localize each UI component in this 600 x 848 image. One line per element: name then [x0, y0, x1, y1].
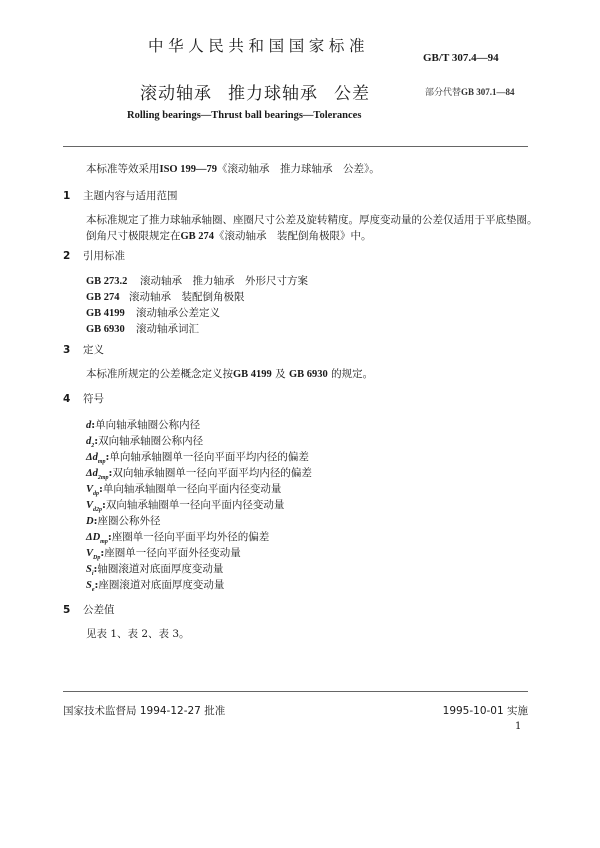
header-divider — [63, 146, 528, 147]
symbol: d — [86, 436, 92, 447]
section-1-line-2 — [86, 229, 372, 244]
reference-code: GB 274 — [86, 292, 120, 303]
section-title: 主题内容与适用范围 — [83, 190, 178, 202]
symbol-subscript: mp — [97, 459, 106, 466]
gb-reference: GB 274 — [180, 231, 215, 242]
symbol: Δd — [86, 452, 98, 463]
symbol: Δd — [86, 468, 98, 479]
symbol-definition: $V_{Dp}$:座圈单一径向平面外径变动量 — [86, 547, 241, 562]
symbol-subscript: i — [91, 571, 94, 578]
symbol-subscript: e — [91, 587, 95, 594]
reference-item — [86, 322, 199, 337]
reference-item — [86, 306, 220, 321]
section-5-heading — [63, 602, 115, 617]
gb-reference: GB 6930 — [288, 369, 328, 380]
symbol-description: 座圈滚道对底面厚度变动量 — [98, 579, 225, 591]
symbol-definition: $\Delta d_{mp}$:单向轴承轴圈单一径向平面平均内径的偏差 — [86, 451, 309, 466]
symbol-definition: d:单向轴承轴圈公称内径 — [86, 419, 201, 431]
symbol-description: 单向轴承轴圈单一径向平面内径变动量 — [102, 483, 282, 495]
symbol: S — [86, 580, 92, 591]
reference-item — [86, 290, 245, 305]
section-1-line-1: 本标准规定了推力球轴承轴圈、座圈尺寸公差及旋转精度。厚度变动量的公差仅适用于平底垫圈。 — [86, 214, 538, 226]
title-part: 推力球轴承 — [228, 84, 318, 104]
section-number: 1 — [63, 190, 71, 202]
text: 的规定。 — [331, 368, 374, 380]
symbol: d — [86, 420, 92, 431]
symbol: V — [86, 484, 94, 495]
symbol-subscript: mp — [100, 539, 108, 546]
symbol: S — [86, 564, 92, 575]
section-number: 2 — [63, 250, 71, 262]
reference-name: 滚动轴承 装配倒角极限 — [129, 291, 245, 303]
symbol-definition: $S_e$:座圈滚道对底面厚度变动量 — [86, 579, 225, 594]
section-1-heading — [63, 188, 178, 203]
section-title: 定义 — [83, 344, 104, 356]
symbol: V — [86, 548, 94, 559]
effective-date: 1995-10-01 实施 — [442, 705, 528, 717]
reference-name: 滚动轴承词汇 — [136, 323, 199, 335]
text: 本标准所规定的公差概念定义按 — [86, 368, 233, 380]
symbol-description: 座圈单一径向平面平均外径的偏差 — [111, 531, 270, 543]
replaces-label: 部分代替 — [425, 88, 462, 98]
text: 《滚动轴承 装配倒角极限》中。 — [214, 230, 372, 242]
section-number: 3 — [63, 344, 71, 356]
section-number: 4 — [63, 393, 71, 405]
section-title: 符号 — [83, 393, 104, 405]
footer-divider — [63, 691, 528, 692]
reference-item — [86, 274, 308, 289]
intro-paragraph — [86, 162, 380, 177]
intro-text: 本标准等效采用 — [86, 163, 160, 175]
reference-code: GB 6930 — [86, 324, 125, 335]
section-2-heading — [63, 248, 125, 263]
iso-reference: ISO 199—79 — [159, 164, 217, 175]
symbol: V — [86, 500, 94, 511]
section-3-heading — [63, 342, 104, 357]
symbol-subscript: d2p — [93, 507, 103, 514]
standard-code: GB/T 307.4—94 — [423, 52, 499, 64]
page-number: 1 — [515, 721, 522, 732]
symbol-definition: $S_i$:轴圈滚道对底面厚度变动量 — [86, 563, 224, 578]
gb-reference: GB 4199 — [233, 369, 272, 380]
symbol-description: 双向轴承轴圈单一径向平面内径变动量 — [105, 499, 285, 511]
symbol-subscript: 2 — [91, 443, 95, 450]
symbol-description: 单向轴承轴圈公称内径 — [95, 419, 201, 431]
section-5-paragraph: 见表 1、表 2、表 3。 — [86, 628, 190, 640]
reference-name: 滚动轴承 推力轴承 外形尺寸方案 — [140, 275, 308, 287]
text: 倒角尺寸极限规定在 — [86, 230, 181, 242]
approval-date: 国家技术监督局 1994-12-27 批准 — [63, 705, 226, 717]
section-3-paragraph — [86, 367, 373, 382]
symbol-definition: $\Delta d_{2mp}$:双向轴承轴圈单一径向平面平均内径的偏差 — [86, 467, 312, 482]
symbol: D — [86, 516, 94, 527]
section-4-heading — [63, 391, 104, 406]
symbol-description: 座圈单一径向平面外径变动量 — [104, 547, 241, 559]
national-standard-heading: 中华人民共和国国家标准 — [148, 37, 370, 55]
symbol-definition: $V_{dp}$:单向轴承轴圈单一径向平面内径变动量 — [86, 483, 282, 498]
section-number: 5 — [63, 604, 71, 616]
symbol-definition: $d_2$:双向轴承轴圈公称内径 — [86, 435, 204, 450]
reference-code: GB 4199 — [86, 308, 125, 319]
symbol-description: 双向轴承轴圈公称内径 — [98, 435, 204, 447]
intro-text: 《滚动轴承 推力球轴承 公差》。 — [216, 163, 380, 175]
symbol-description: 双向轴承轴圈单一径向平面平均内径的偏差 — [112, 467, 312, 479]
title-part: 公差 — [334, 84, 370, 104]
symbol-subscript: 2mp — [97, 475, 109, 482]
reference-code: GB 273.2 — [86, 276, 128, 287]
document-title-zh — [140, 79, 370, 104]
section-title: 引用标准 — [83, 250, 125, 262]
document-title-en: Rolling bearings—Thrust ball bearings—Tolerances — [127, 110, 362, 121]
symbol-description: 单向轴承轴圈单一径向平面平均内径的偏差 — [109, 451, 309, 463]
symbol-subscript: dp — [93, 491, 100, 498]
title-part: 滚动轴承 — [140, 84, 212, 104]
symbol-definition: $\Delta D_{mp}$:座圈单一径向平面平均外径的偏差 — [86, 531, 270, 546]
reference-name: 滚动轴承公差定义 — [136, 307, 220, 319]
replaces-note — [425, 85, 515, 98]
symbol-definition: $V_{d2p}$:双向轴承轴圈单一径向平面内径变动量 — [86, 499, 285, 514]
symbol: ΔD — [86, 532, 101, 543]
symbol-description: 座圈公称外径 — [97, 515, 161, 527]
section-title: 公差值 — [83, 604, 115, 616]
symbol-subscript: Dp — [93, 555, 101, 562]
replaces-code: GB 307.1—84 — [461, 87, 515, 97]
text: 及 — [275, 368, 286, 380]
symbol-definition: D:座圈公称外径 — [86, 515, 161, 527]
symbol-description: 轴圈滚道对底面厚度变动量 — [97, 563, 224, 575]
